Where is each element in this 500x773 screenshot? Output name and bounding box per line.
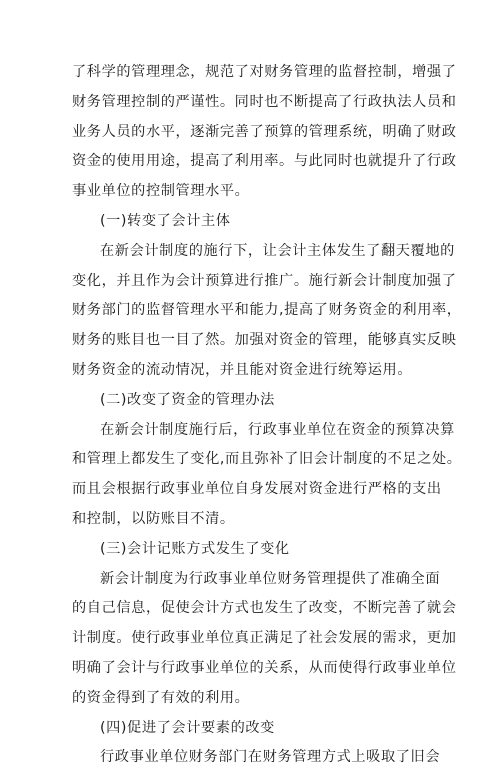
- section-heading: (二)改变了资金的管理办法: [100, 391, 275, 408]
- text-line: 财务管理控制的严谨性。同时也不断提高了行政执法人员和: [72, 93, 457, 110]
- text-line: 在新会计制度的施行下，让会计主体发生了翻天覆地的: [100, 242, 455, 259]
- text-line: 资金的使用用途，提高了利用率。与此同时也就提升了行政: [72, 153, 457, 170]
- text-line: 财务部门的监督管理水平和能力,提高了财务资金的利用率，: [72, 302, 462, 319]
- text-line: 在新会计制度施行后，行政事业单位在资金的预算决算: [100, 421, 455, 438]
- text-line: 的自己信息，促使会计方式也发生了改变，不断完善了就会: [72, 600, 457, 617]
- text-line: 财务资金的流动情况，并且能对资金进行统筹运用。: [72, 361, 413, 378]
- section-heading: (一)转变了会计主体: [100, 212, 231, 229]
- text-line: 而且会根据行政事业单位自身发展对资金进行严格的支出: [72, 481, 442, 498]
- text-line: 了科学的管理理念，规范了对财务管理的监督控制，增强了: [72, 64, 457, 80]
- text-line: 行政事业单位财务部门在财务管理方式上吸取了旧会: [100, 749, 441, 766]
- text-line: 计制度。使行政事业单位真正满足了社会发展的需求，更加: [72, 630, 457, 647]
- document-body: [72, 58, 462, 773]
- text-line: 新会计制度为行政事业单位财务管理提供了准确全面: [100, 570, 441, 587]
- text-line: 和控制，以防账目不清。: [72, 510, 235, 527]
- text-line: 的资金得到了有效的利用。: [72, 689, 250, 706]
- section-heading: (三)会计记账方式发生了变化: [100, 540, 290, 557]
- text-line: 事业单位的控制管理水平。: [72, 183, 250, 200]
- text-line: 明确了会计与行政事业单位的关系，从而使得行政事业单位: [72, 659, 457, 676]
- text-line: 和管理上都发生了变化,而且弥补了旧会计制度的不足之处。: [72, 451, 462, 468]
- text-line: 财务的账目也一目了然。加强对资金的管理，能够真实反映: [72, 332, 457, 349]
- text-line: 变化，并且作为会计预算进行推广。施行新会计制度加强了: [72, 272, 457, 289]
- text-line: 业务人员的水平，逐渐完善了预算的管理系统，明确了财政: [72, 123, 457, 140]
- section-heading: (四)促进了会计要素的改变: [100, 719, 275, 736]
